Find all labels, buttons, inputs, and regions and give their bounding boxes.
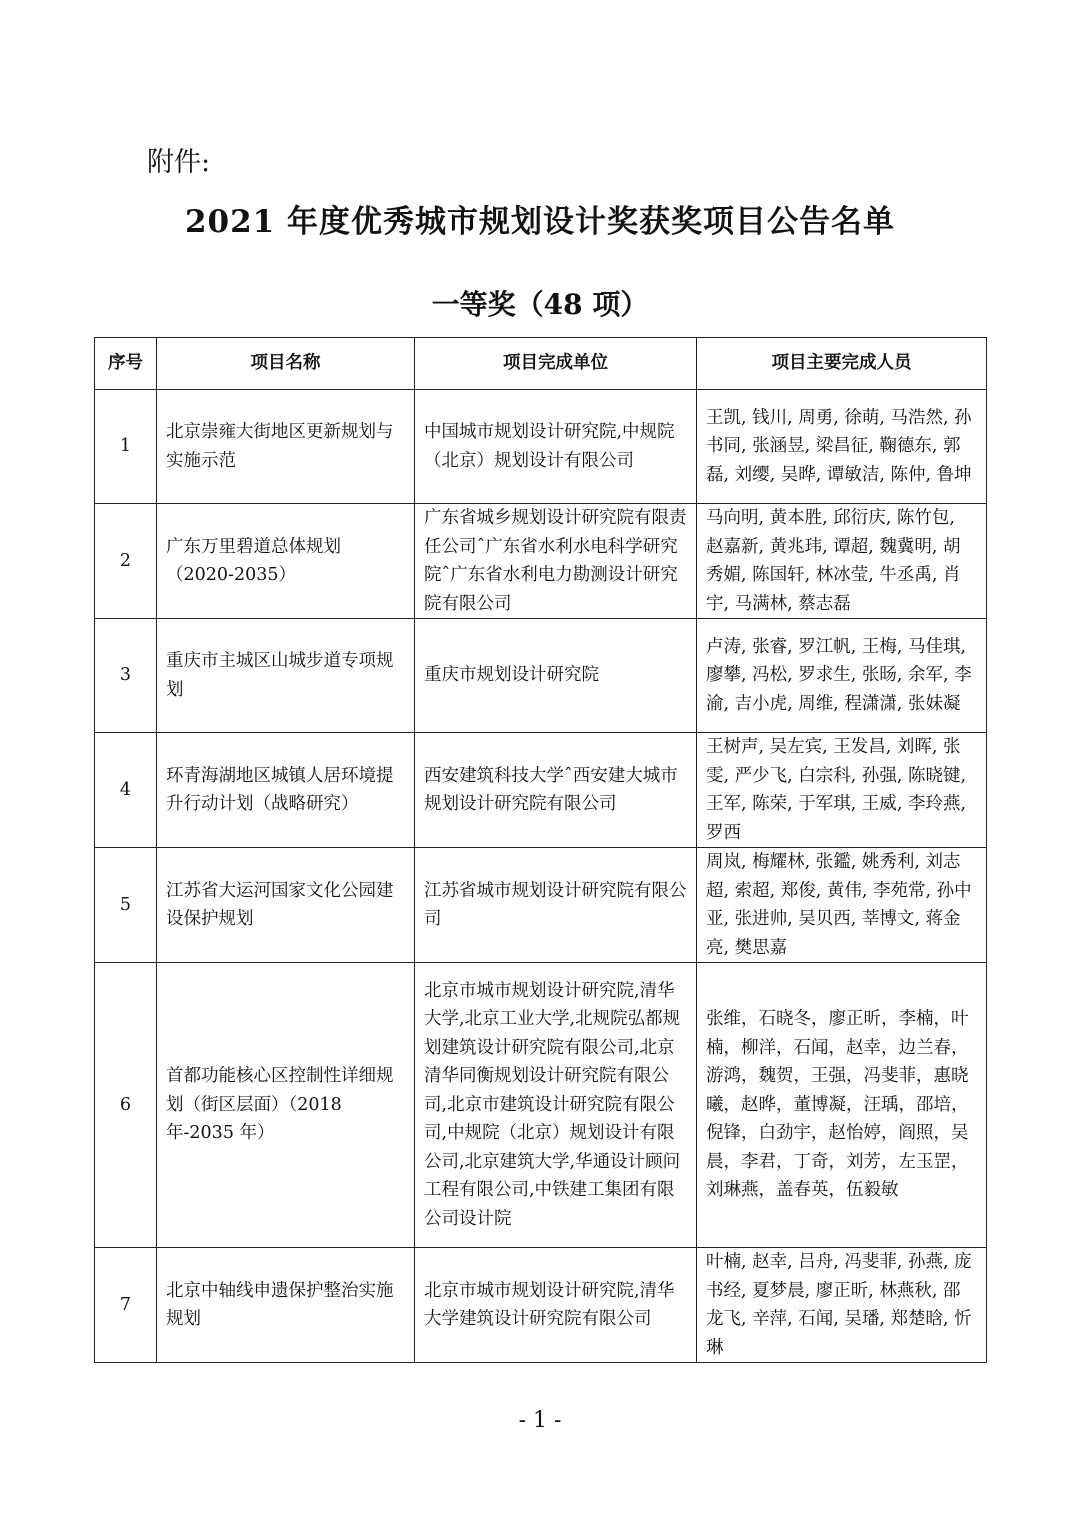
header-main-personnel: 项目主要完成人员 [697, 338, 987, 390]
row-seq: 5 [95, 848, 157, 963]
table-row [95, 504, 987, 619]
row-seq: 2 [95, 504, 157, 619]
row-main-personnel: 王树声, 吴左宾, 王发昌, 刘晖, 张雯, 严少飞, 白宗科, 孙强, 陈晓键, 王军, 陈荣, 于军琪, 王威, 李玲燕, 罗西 [697, 733, 987, 848]
row-completing-unit: 重庆市规划设计研究院 [415, 619, 697, 733]
row-project-name: 北京中轴线申遗保护整治实施规划 [157, 1248, 415, 1363]
row-main-personnel: 张维，石晓冬，廖正昕，李楠，叶楠，柳洋，石闻，赵幸，边兰春，游鸿，魏贺，王强，冯斐菲，惠晓曦，赵晔，董博凝，汪瑀，邵培，倪锋，白劲宇，赵怡婷，阎照，吴晨，李君，丁奇，刘芳，左玉罡，刘琳燕，盖春英，伍毅敏 [697, 963, 987, 1248]
row-completing-unit: 北京市城市规划设计研究院,清华大学建筑设计研究院有限公司 [415, 1248, 697, 1363]
document-title: 2021 年度优秀城市规划设计奖获奖项目公告名单 [184, 204, 896, 240]
row-project-name: 重庆市主城区山城步道专项规划 [157, 619, 415, 733]
row-project-name: 江苏省大运河国家文化公园建设保护规划 [157, 848, 415, 963]
table-row [95, 1248, 987, 1363]
row-completing-unit: 江苏省城市规划设计研究院有限公司 [415, 848, 697, 963]
table-row [95, 848, 987, 963]
header-seq: 序号 [95, 338, 157, 390]
table-row [95, 963, 987, 1248]
row-seq: 4 [95, 733, 157, 848]
table-row [95, 390, 987, 504]
table-header-row [95, 338, 987, 390]
row-seq: 6 [95, 963, 157, 1248]
page-number: - 1 - [518, 1408, 562, 1433]
row-project-name: 北京崇雍大街地区更新规划与实施示范 [157, 390, 415, 504]
row-main-personnel: 卢涛, 张睿, 罗江帆, 王梅, 马佳琪, 廖攀, 冯松, 罗求生, 张旸, 余军, 李渝, 吉小虎, 周维, 程潇潇, 张妹凝 [697, 619, 987, 733]
awards-table [94, 337, 987, 1363]
row-main-personnel: 周岚, 梅耀林, 张鑑, 姚秀利, 刘志超, 索超, 郑俊, 黄伟, 李苑常, 孙中亚, 张进帅, 吴贝西, 莘博文, 蒋金亮, 樊思嘉 [697, 848, 987, 963]
attachment-label: 附件: [147, 147, 211, 178]
row-project-name: 环青海湖地区城镇人居环境提升行动计划（战略研究） [157, 733, 415, 848]
row-main-personnel: 叶楠, 赵幸, 吕舟, 冯斐菲, 孙燕, 庞书经, 夏梦晨, 廖正昕, 林燕秋, 邵龙飞, 辛萍, 石闻, 吴璠, 郑楚晗, 忻琳 [697, 1248, 987, 1363]
row-project-name: 广东万里碧道总体规划（2020-2035） [157, 504, 415, 619]
row-seq: 1 [95, 390, 157, 504]
section-title: 一等奖（48 项） [431, 288, 649, 321]
table-row [95, 619, 987, 733]
row-main-personnel: 王凯, 钱川, 周勇, 徐萌, 马浩然, 孙书同, 张涵昱, 梁昌征, 鞠德东, 郭磊, 刘缨, 吴晔, 谭敏洁, 陈仲, 鲁坤 [697, 390, 987, 504]
header-project-name: 项目名称 [157, 338, 415, 390]
row-project-name: 首都功能核心区控制性详细规划（街区层面）（2018 年-2035 年） [157, 963, 415, 1248]
row-main-personnel: 马向明, 黄本胜, 邱衍庆, 陈竹包, 赵嘉新, 黄兆玮, 谭超, 魏冀明, 胡秀媚, 陈国轩, 林冰莹, 牛丞禹, 肖宇, 马满林, 蔡志磊 [697, 504, 987, 619]
row-completing-unit: 西安建筑科技大学ˆ西安建大城市规划设计研究院有限公司 [415, 733, 697, 848]
row-seq: 7 [95, 1248, 157, 1363]
row-completing-unit: 中国城市规划设计研究院,中规院（北京）规划设计有限公司 [415, 390, 697, 504]
row-completing-unit: 广东省城乡规划设计研究院有限责任公司ˆ广东省水利水电科学研究院ˆ广东省水利电力勘测设计研究院有限公司 [415, 504, 697, 619]
row-seq: 3 [95, 619, 157, 733]
table-row [95, 733, 987, 848]
header-completing-unit: 项目完成单位 [415, 338, 697, 390]
row-completing-unit: 北京市城市规划设计研究院,清华大学,北京工业大学,北规院弘都规划建筑设计研究院有限公司,北京清华同衡规划设计研究院有限公司,北京市建筑设计研究院有限公司,中规院（北京）规划设计有限公司,北京建筑大学,华通设计顾问工程有限公司,中铁建工集团有限公司设计院 [415, 963, 697, 1248]
